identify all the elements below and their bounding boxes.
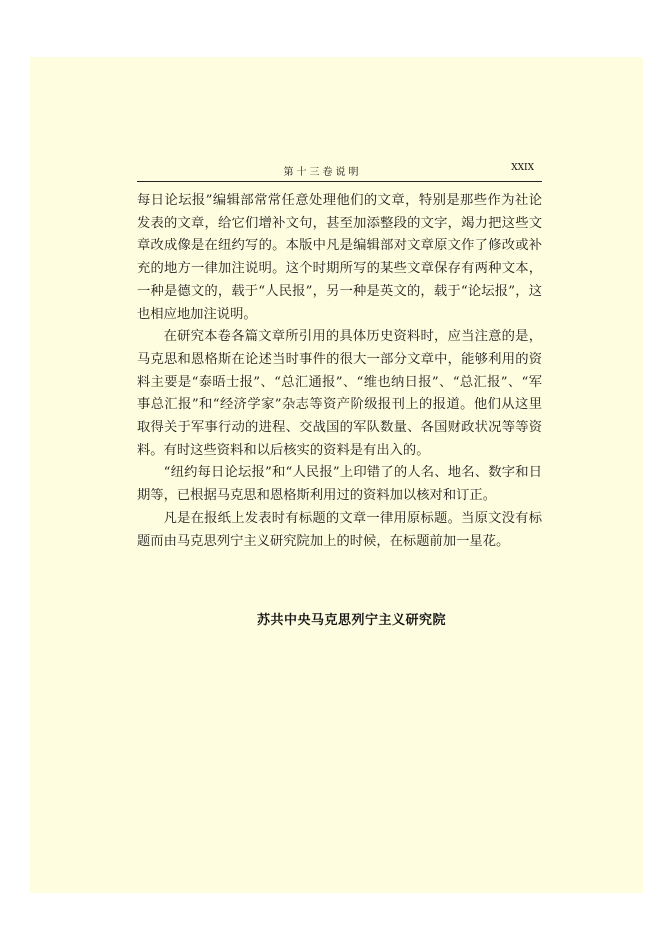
running-head-title: 第十三卷说明 [283, 167, 362, 178]
paragraph: 在研究本卷各篇文章所引用的具体历史资料时，应当注意的是，马克思和恩格斯在论述当时事件的很大一部分文章中，能够利用的资料主要是“泰晤士报”、“总汇通报”、“维也纳日报”、“总汇报”、“军事总汇报”和“经济学家”杂志等资产阶级报刊上的报道。他们从这里取得关于军事行动的进程、交战国的军队数量、各国财政状况等等资料。有时这些资料和以后核实的资料是有出入的。 [137, 329, 542, 458]
body-text [137, 190, 542, 553]
header-rule [137, 181, 542, 182]
page-number: XXIX [511, 163, 534, 173]
signature: 苏共中央马克思列宁主义研究院 [256, 613, 446, 628]
paragraph-continued: 每日论坛报”编辑部常常任意处理他们的文章，特别是那些作为社论发表的文章，给它们增补文句，甚至加添整段的文字，竭力把这些文章改成像是在纽约写的。本版中凡是编辑部对文章原文作了修改或补充的地方一律加注说明。这个时期所写的某些文章保存有两种文本，一种是德文的，载于“人民报”，另一种是英文的，载于“论坛报”，这也相应地加注说明。 [137, 193, 542, 322]
paragraph: 凡是在报纸上发表时有标题的文章一律用原标题。当原文没有标题而由马克思列宁主义研究院加上的时候，在标题前加一星花。 [137, 510, 542, 549]
paragraph: “纽约每日论坛报”和“人民报”上印错了的人名、地名、数字和日期等，已根据马克思和恩格斯利用过的资料加以核对和订正。 [137, 465, 542, 504]
